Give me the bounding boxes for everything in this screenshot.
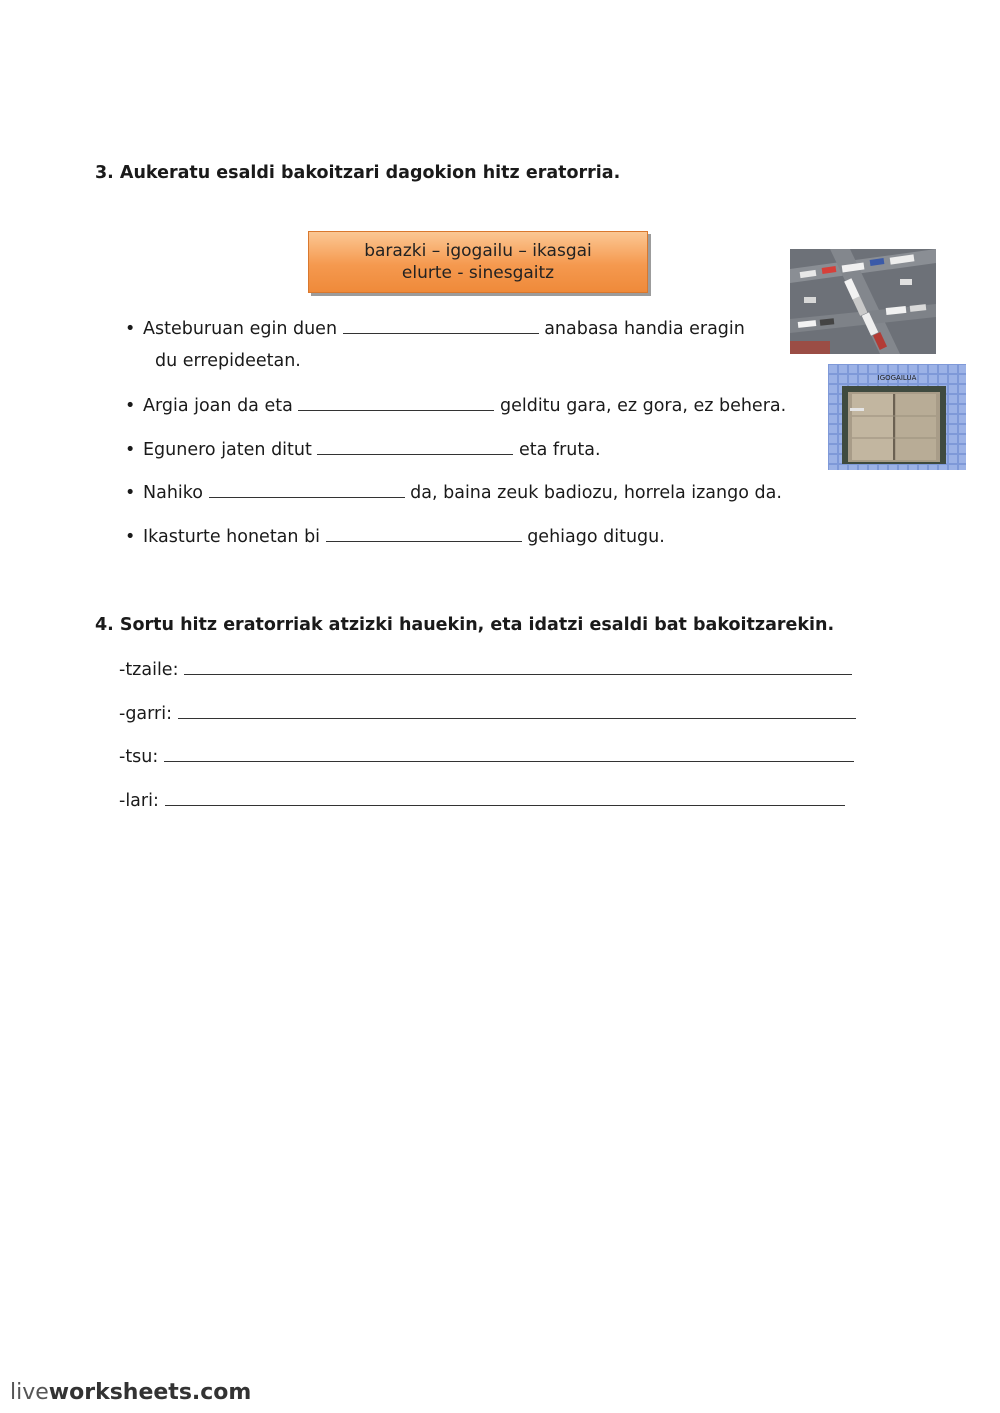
bullet-icon: • (125, 483, 136, 503)
liveworksheets-logo[interactable]: liveworksheets.com (10, 1380, 252, 1405)
exercise-3-heading: 3. Aukeratu esaldi bakoitzari dagokion hitz eratorria. (95, 163, 621, 183)
sentence-blank-tsu[interactable] (164, 746, 854, 762)
exercise-4-heading: 4. Sortu hitz eratorriak atzizki hauekin, eta idatzi esaldi bat bakoitzarekin. (95, 615, 835, 635)
elevator-caption: IGOGAILUA (877, 374, 917, 382)
answer-blank-3[interactable] (317, 439, 513, 455)
suffix-row-lari: -lari: (119, 790, 845, 811)
sentence-1: • Asteburuan egin duen anabasa handia eragin (125, 319, 745, 339)
suffix-row-tsu: -tsu: (119, 746, 854, 767)
answer-blank-2[interactable] (298, 395, 494, 411)
word-box-line-2: elurte - sinesgaitz (401, 263, 555, 283)
sentence-2: • Argia joan da eta gelditu gara, ez gora, ez behera. (125, 396, 787, 416)
word-box-line-1: barazki – igogailu – ikasgai (364, 241, 592, 261)
sentence-4: • Nahiko da, baina zeuk badiozu, horrela izango da. (125, 483, 782, 503)
bullet-icon: • (125, 440, 136, 460)
answer-blank-5[interactable] (326, 526, 522, 542)
sentence-blank-garri[interactable] (178, 703, 856, 719)
sentence-blank-tzaile[interactable] (184, 659, 852, 675)
traffic-jam-image (790, 249, 936, 354)
suffix-row-tzaile: -tzaile: (119, 659, 852, 680)
answer-blank-4[interactable] (209, 482, 405, 498)
bullet-icon: • (125, 319, 136, 339)
sentence-1-continuation: du errepideetan. (155, 351, 301, 371)
suffix-row-garri: -garri: (119, 703, 856, 724)
sentence-blank-lari[interactable] (165, 790, 845, 806)
answer-blank-1[interactable] (343, 318, 539, 334)
word-box (308, 231, 648, 293)
bullet-icon: • (125, 527, 136, 547)
bullet-icon: • (125, 396, 136, 416)
elevator-image (828, 364, 966, 470)
sentence-5: • Ikasturte honetan bi gehiago ditugu. (125, 527, 665, 547)
sentence-3: • Egunero jaten ditut eta fruta. (125, 440, 601, 460)
